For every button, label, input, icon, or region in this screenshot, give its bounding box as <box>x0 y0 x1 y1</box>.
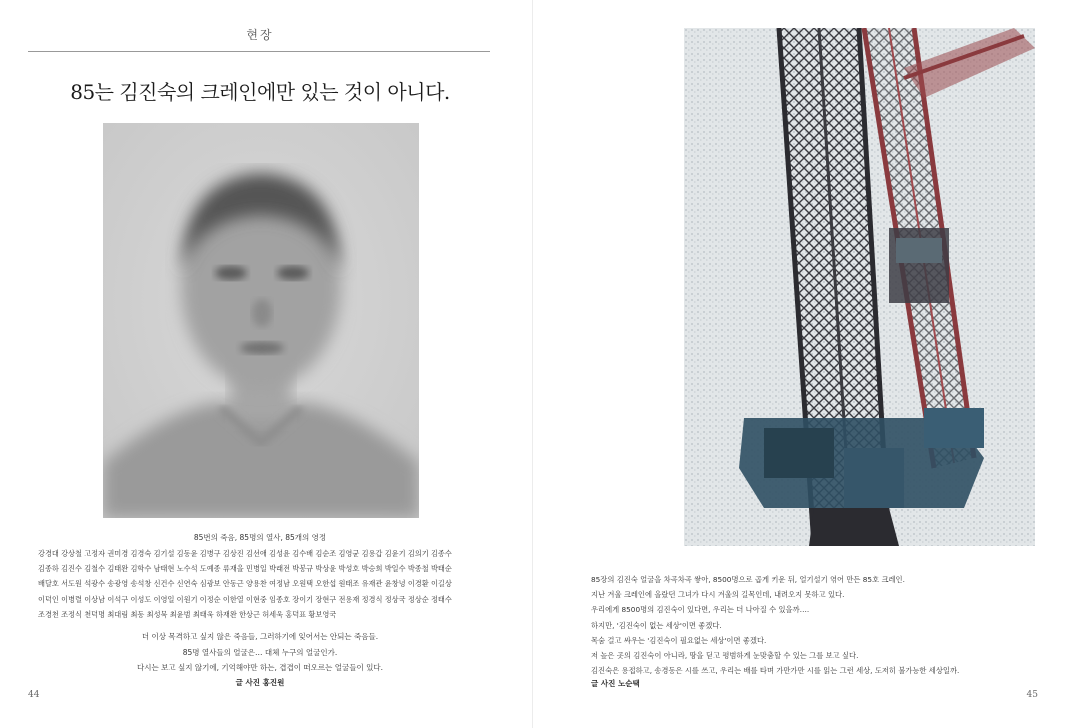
body-line: 목숨 걸고 싸우는 '김진숙이 필요없는 세상'이면 좋겠다. <box>591 635 767 645</box>
body-line: 김진숙은 용접하고, 송경동은 시를 쓰고, 우리는 배를 타며 가만가만 시를 읽는 그런 세상, 도저히 불가능한 세상일까. <box>591 666 960 676</box>
caption-title: 85번의 죽음, 85명의 열사, 85개의 영정 <box>193 533 327 542</box>
page-number-left: 44 <box>28 690 40 700</box>
names-line: 김종하 김진수 김철수 김태완 김학수 남태현 노수석 도예종 류재을 민병일 박래전 박봉규 박상윤 박성호 박승희 박일수 박종철 박태순 <box>38 564 452 574</box>
names-line: 배달호 서도원 석광수 송광영 송석창 신건수 신연숙 심광보 안동근 양용찬 여정남 오원택 오한섭 원태조 유재관 윤창녕 이경환 이길상 <box>38 579 452 589</box>
section-label: 현장 <box>246 28 274 42</box>
body-line: 하지만, '김진숙이 없는 세상'이면 좋겠다. <box>591 620 722 630</box>
body-line: 우리에게 8500명의 김진숙이 있다면, 우리는 더 나아질 수 있을까…. <box>591 605 810 615</box>
body-line: 85장의 김진숙 얼굴을 차곡차곡 쌓아, 8500명으로 곱게 키운 뒤, 얼기설기 엮어 만든 85호 크레인. <box>591 575 905 584</box>
names-line: 강경대 강상철 고정자 권미경 김경숙 김기설 김동윤 김병구 김상진 김선애 김성윤 김수배 김순조 김영균 김용갑 김윤기 김의기 김종수 <box>38 549 452 558</box>
names-line: 조경천 조정식 천덕명 최대림 최동 최성묵 최윤범 최태욱 하재완 한상근 허세욱 홍덕표 황보영국 <box>38 609 337 619</box>
headline: 85는 김진숙의 크레인에만 있는 것이 아니다. <box>70 80 450 104</box>
top-rule <box>28 51 490 52</box>
body-line: 저 높은 곳의 김진숙이 아니라, 땅을 딛고 평범하게 눈맞춤할 수 있는 그를 보고 싶다. <box>591 651 859 661</box>
byline-right: 글 사진 노순택 <box>591 679 640 688</box>
crane-mosaic-photo <box>684 28 1035 546</box>
page-number-right: 45 <box>1026 690 1038 700</box>
body-line: 지난 겨울 크레인에 올랐던 그녀가 다시 겨울의 길목인데, 내려오지 못하고 있다. <box>591 590 845 600</box>
composite-face-photo <box>103 123 419 518</box>
right-page <box>533 0 1066 728</box>
poem-line: 더 이상 목격하고 싶지 않은 죽음들, 그러하기에 잊어서는 안되는 죽음들. <box>141 632 379 641</box>
poem-line: 다시는 보고 싶지 않기에, 기억해야만 하는, 겹겹이 떠오르는 얼굴들이 있다. <box>137 663 383 673</box>
body-text <box>591 572 1021 678</box>
names-line: 이덕인 이병렬 이상남 이석구 이성도 이영일 이원기 이정순 이한열 이현중 임종호 장이기 장현구 전용재 정경식 정상국 정상순 정태수 <box>38 594 452 604</box>
byline-left: 글 사진 홍진원 <box>235 678 285 687</box>
poem-line: 85명 열사들의 얼굴은… 대체 누구의 얼굴인가. <box>182 647 338 657</box>
poem <box>0 629 520 676</box>
names-list <box>38 546 484 622</box>
